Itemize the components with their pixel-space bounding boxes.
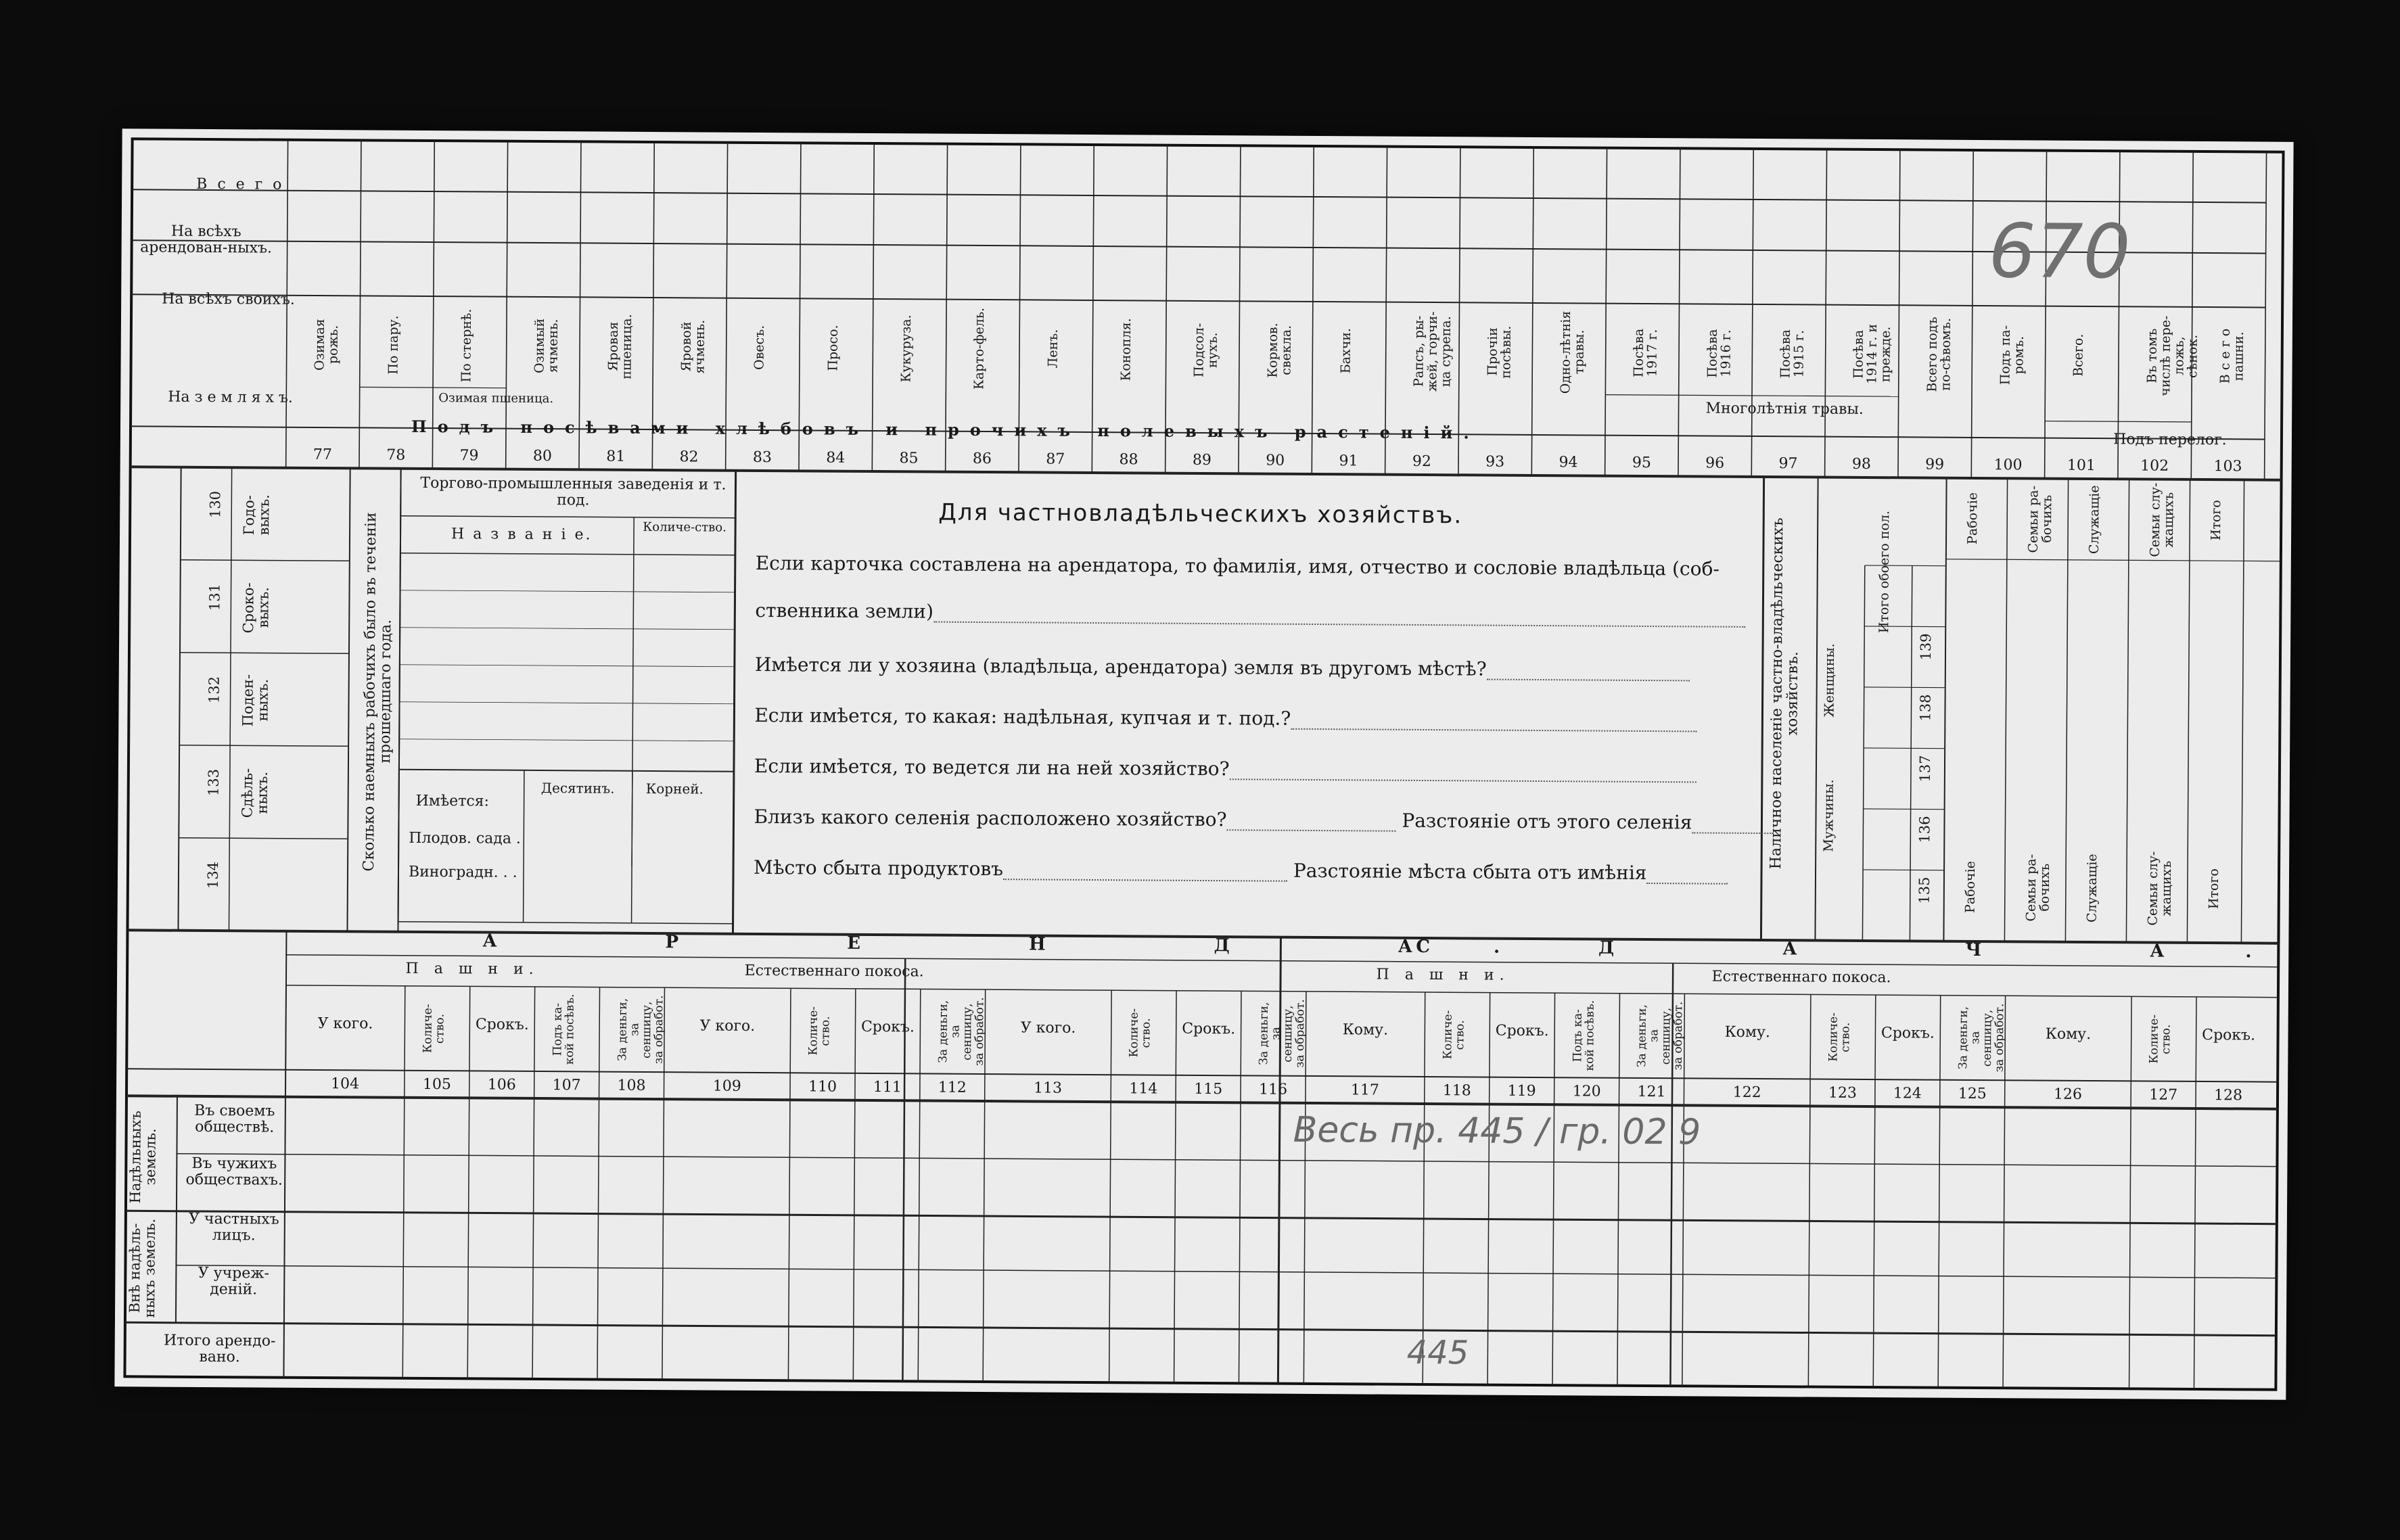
- trade-has: Имѣется:: [415, 792, 490, 810]
- worker-col-label: Сроко-выхъ.: [240, 582, 272, 633]
- crop-col-num: 92: [1412, 452, 1431, 471]
- lease-col-num: 114: [1129, 1080, 1158, 1098]
- crop-header-93: Прочіи посѣвы.: [1485, 325, 1514, 379]
- form-title: Для частновладѣльческихъ хозяйствъ.: [938, 498, 1463, 530]
- lease-col-num: 110: [808, 1078, 837, 1096]
- lease-col-num: 122: [1732, 1083, 1761, 1102]
- lease-col-num: 127: [2149, 1086, 2178, 1104]
- lease-col-num: 105: [422, 1075, 451, 1094]
- lease-col-num: 109: [712, 1077, 741, 1095]
- label-vnenadel: Внѣ надѣль-ныхъ земель.: [126, 1219, 158, 1318]
- row-label-vsego: В с е г о: [196, 175, 285, 193]
- crop-col-num: 95: [1632, 454, 1651, 472]
- trade-title: Торгово-промышленныя заведенія и т. под.: [420, 474, 726, 509]
- population-right-col: Служащіе: [2086, 485, 2102, 554]
- crop-header-95: Посѣва 1917 г.: [1631, 328, 1661, 377]
- crop-header-88: Конопля.: [1118, 318, 1134, 381]
- crop-col-num: 88: [1119, 451, 1138, 469]
- crop-header-99: Всего подъ по-сѣвомъ.: [1924, 317, 1954, 392]
- sdacha-pashni: П а ш н и.: [1376, 966, 1510, 984]
- population-right-col: Служащіе: [2084, 854, 2100, 923]
- lease-col-num: 112: [938, 1079, 967, 1096]
- worker-col-num: 133: [205, 768, 222, 797]
- crop-header-85: Кукуруза.: [898, 314, 914, 382]
- crop-col-num: 86: [972, 450, 992, 468]
- arenda-banner: А Р Е Н Д А.: [482, 931, 1582, 958]
- arenda-pashni: П а ш н и.: [405, 960, 539, 978]
- lease-col-112: За деньги, за сеншицу, за обработ.: [936, 997, 987, 1067]
- crop-col-num: 84: [826, 449, 846, 467]
- lease-col-110: Количе-ство.: [806, 1006, 833, 1056]
- crop-header-77: Озимая рожь.: [312, 319, 342, 371]
- population-women: Женщины.: [1822, 643, 1838, 718]
- crop-col-num: 100: [1993, 457, 2023, 474]
- lease-col-128: Срокъ.: [2202, 1027, 2256, 1044]
- crop-col-num: 78: [386, 446, 406, 464]
- lease-col-106: Срокъ.: [475, 1016, 529, 1033]
- row-label-na-zemlyakh: На з е м л я х ъ.: [168, 388, 294, 406]
- row-label-arendovannykh: На всѣхъ арендован-ныхъ.: [140, 223, 273, 257]
- population-col-num: 138: [1917, 694, 1934, 722]
- population-col-num: 136: [1916, 816, 1933, 843]
- crop-col-num: 91: [1339, 452, 1358, 470]
- trade-orchard: Плодов. сада .: [409, 829, 522, 847]
- crop-col-num: 77: [313, 446, 333, 464]
- population-right-col: Семьи слу-жащихъ: [2145, 851, 2175, 926]
- lease-col-125: За деньги, за сеншицу, за обработ.: [1956, 1003, 2007, 1073]
- crop-col-num: 98: [1851, 455, 1871, 473]
- handwritten-bottom: 445: [1406, 1333, 1469, 1372]
- trade-vineyard: Виноградн. . .: [408, 863, 517, 881]
- crop-col-num: 97: [1778, 455, 1798, 473]
- crop-col-num: 101: [2067, 457, 2096, 475]
- lease-col-117: Кому.: [1342, 1021, 1389, 1039]
- lease-col-114: Количе-ство.: [1127, 1008, 1153, 1058]
- group-mnogoletnie: Многолѣтнія травы.: [1705, 400, 1864, 418]
- lease-col-123: Количе-ство.: [1826, 1012, 1853, 1062]
- population-men: Мужчины.: [1821, 778, 1837, 852]
- worker-col-label: Сдѣль-ныхъ.: [239, 768, 271, 818]
- group-ozimaya-pshenitsa: Озимая пшеница.: [438, 391, 554, 406]
- lease-col-num: 124: [1893, 1085, 1922, 1102]
- worker-col-num: 130: [207, 490, 224, 519]
- population-right-col: Итого: [2206, 868, 2222, 910]
- lease-col-111: Срокъ.: [860, 1018, 915, 1036]
- crop-header-79: По стернѣ.: [459, 308, 474, 383]
- lease-col-num: 123: [1828, 1084, 1857, 1102]
- population-col-num: 135: [1916, 877, 1933, 904]
- crop-col-num: 89: [1192, 451, 1211, 469]
- lease-col-num: 107: [552, 1077, 581, 1094]
- lease-col-num: 128: [2213, 1087, 2243, 1104]
- crop-col-num: 87: [1046, 450, 1065, 468]
- trade-korney: Корней.: [645, 780, 704, 797]
- crop-header-82: Яровой ячмень.: [678, 320, 708, 374]
- lease-col-124: Срокъ.: [1880, 1025, 1935, 1042]
- lease-col-num: 115: [1194, 1080, 1223, 1098]
- form-line4: Если имѣется, то какая: надѣльная, купчая и т. под.?: [754, 704, 1697, 732]
- population-itogo: Итого обоего пол.: [1876, 510, 1893, 634]
- population-right-col: Итого: [2209, 500, 2224, 541]
- lease-col-num: 125: [1958, 1085, 1987, 1103]
- label-chastnykh: У частныхъ лицъ.: [188, 1210, 279, 1244]
- population-col-num: 137: [1916, 755, 1934, 783]
- crop-header-96: Посѣва 1916 г.: [1705, 328, 1734, 378]
- sheet-number: 670: [1988, 208, 2131, 296]
- form-line3: Имѣется ли у хозяина (владѣльца, арендатора) земля въ другомъ мѣстѣ?: [755, 653, 1690, 681]
- form-line6: Близъ какого селенія расположено хозяйство? Разстояніе отъ этого селенія: [754, 806, 1773, 834]
- population-right-col: Рабочіе: [1962, 861, 1979, 914]
- crop-col-num: 83: [752, 448, 772, 467]
- crop-header-92: Рапсъ, ры-жей, горчи-ца сурепа.: [1411, 311, 1454, 392]
- crop-header-94: Одно-лѣтнія травы.: [1558, 310, 1587, 394]
- form-line7: Мѣсто сбыта продуктовъ Разстояніе мѣста сбыта отъ имѣнія: [754, 856, 1728, 885]
- lease-col-127: Количе-ство.: [2147, 1014, 2173, 1064]
- sdacha-pokos: Естественнаго покоса.: [1711, 968, 1891, 987]
- label-itogo: Итого арендо-вано.: [163, 1332, 276, 1366]
- handwritten-entry: Весь пр. 445 / гр. 02 9: [1293, 1109, 1701, 1153]
- crop-col-num: 103: [2213, 458, 2242, 475]
- crop-header-97: Посѣва 1915 г.: [1778, 329, 1807, 378]
- crop-header-98: Посѣва 1914 г. и прежде.: [1851, 323, 1894, 385]
- crop-col-num: 82: [679, 448, 699, 466]
- crop-col-num: 93: [1485, 453, 1505, 471]
- label-svoem: Въ своемъ обществѣ.: [194, 1102, 275, 1136]
- lease-col-122: Кому.: [1724, 1023, 1771, 1042]
- label-chuzhikh: Въ чужихъ обществахъ.: [185, 1154, 283, 1189]
- worker-col-num: 134: [204, 861, 222, 889]
- lease-col-107: Подъ ка-кой посѣвъ.: [550, 994, 577, 1065]
- lease-col-num: 116: [1258, 1081, 1288, 1098]
- lease-col-num: 113: [1033, 1079, 1063, 1097]
- lease-col-104: У кого.: [317, 1015, 373, 1033]
- lease-col-num: 106: [487, 1076, 516, 1094]
- lease-col-num: 118: [1442, 1082, 1471, 1100]
- lease-col-108: За деньги, за сеншицу, за обработ.: [615, 995, 666, 1065]
- lease-col-126: Кому.: [2045, 1025, 2092, 1044]
- form-line5: Если имѣется, то ведется ли на ней хозяйство?: [754, 755, 1697, 783]
- lease-col-num: 111: [873, 1079, 902, 1096]
- crop-header-89: Подсол-нухъ.: [1191, 323, 1220, 377]
- crop-header-86: Карто-фель.: [971, 307, 988, 390]
- trade-name-col: Н а з в а н і е.: [451, 526, 593, 544]
- crop-col-num: 79: [459, 447, 479, 465]
- crop-header-100: Подъ па-ромъ.: [1998, 325, 2027, 385]
- crops-banner: Подъ посѣвами хлѣбовъ и прочихъ полевыхъ растеній.: [411, 416, 1480, 443]
- lease-col-num: 117: [1350, 1081, 1379, 1099]
- crop-header-78: По пару.: [385, 315, 401, 375]
- crop-col-num: 94: [1559, 454, 1578, 471]
- census-card: [114, 129, 2333, 1400]
- population-col-num: 139: [1917, 633, 1935, 661]
- crop-header-90: Кормов. свекла.: [1264, 323, 1294, 378]
- workers-title: Сколько наемныхъ рабочихъ было въ теченіи прошедшаго года.: [361, 511, 395, 872]
- sdacha-banner: С Д А Ч А.: [1416, 936, 2333, 963]
- worker-col-num: 132: [206, 676, 223, 704]
- worker-col-label: Поден-ныхъ.: [239, 674, 271, 727]
- lease-col-118: Количе-ство.: [1441, 1010, 1467, 1060]
- label-uchrezh: У учреж-деній.: [198, 1264, 270, 1299]
- population-right-col: Семьи ра-бочихъ: [2023, 854, 2053, 922]
- population-right-col: Семьи ра-бочихъ: [2025, 485, 2055, 553]
- crop-col-num: 85: [899, 450, 919, 467]
- crop-header-81: Яровая пшеница.: [605, 313, 634, 379]
- lease-col-109: У кого.: [699, 1017, 756, 1035]
- crop-header-103: В с е г о пашни.: [2217, 328, 2246, 384]
- crop-header-80: Озимый ячмень.: [532, 318, 561, 374]
- worker-col-num: 131: [206, 583, 223, 611]
- crop-header-102: Въ томъ числѣ пере-ложь, сѣнок.: [2144, 315, 2200, 396]
- lease-col-num: 104: [330, 1075, 360, 1093]
- lease-col-120: Подъ ка-кой посѣвъ.: [1570, 1000, 1597, 1071]
- lease-col-115: Срокъ.: [1182, 1020, 1236, 1038]
- crop-col-num: 96: [1705, 454, 1725, 472]
- lease-col-121: За деньги, за сеншицу, за обработ.: [1635, 1001, 1686, 1071]
- lease-col-116: За деньги, за сеншицу, за обработ.: [1257, 999, 1308, 1069]
- trade-qty-col: Количе-ство.: [643, 519, 726, 535]
- population-right-col: Семьи слу-жащихъ: [2147, 482, 2177, 557]
- form-line1: Если карточка составлена на арендатора, то фамилія, имя, отчество и сословіе владѣльца (соб-: [755, 551, 1720, 580]
- crop-col-num: 99: [1925, 456, 1945, 473]
- population-right-col: Рабочіе: [1965, 492, 1981, 545]
- crop-header-87: Ленъ.: [1045, 329, 1061, 369]
- lease-col-119: Срокъ.: [1495, 1022, 1549, 1040]
- population-title: Наличное населеніе частно-владѣльческихъ хозяйствъ.: [1768, 517, 1802, 870]
- crop-col-num: 81: [606, 448, 626, 465]
- form-line2: ственника земли): [755, 599, 1745, 628]
- crop-header-83: Овесъ.: [752, 325, 768, 370]
- lease-col-105: Количе-ство.: [421, 1004, 447, 1053]
- lease-col-113: У кого.: [1020, 1019, 1076, 1037]
- lease-col-num: 121: [1637, 1083, 1666, 1101]
- worker-col-label: Годо-выхъ.: [241, 494, 273, 536]
- trade-desyatin: Десятинъ.: [540, 780, 615, 797]
- lease-col-num: 108: [617, 1077, 646, 1094]
- row-label-svoikh: На всѣхъ своихъ.: [162, 290, 295, 308]
- lease-col-num: 120: [1572, 1083, 1601, 1100]
- crop-col-num: 80: [532, 447, 552, 465]
- lease-col-num: 126: [2053, 1086, 2083, 1103]
- label-nadelnykh: Надѣльныхъ земель.: [127, 1110, 159, 1203]
- crop-header-101: Всего.: [2071, 333, 2087, 377]
- crop-header-91: Бахчи.: [1338, 328, 1354, 374]
- group-pod-perelog: Подъ перелог.: [2113, 431, 2227, 449]
- lease-col-num: 119: [1507, 1082, 1536, 1100]
- crop-col-num: 102: [2140, 457, 2169, 475]
- crop-col-num: 90: [1266, 452, 1285, 469]
- crop-header-84: Просо.: [825, 324, 841, 371]
- arenda-pokos: Естественнаго покоса.: [744, 962, 924, 981]
